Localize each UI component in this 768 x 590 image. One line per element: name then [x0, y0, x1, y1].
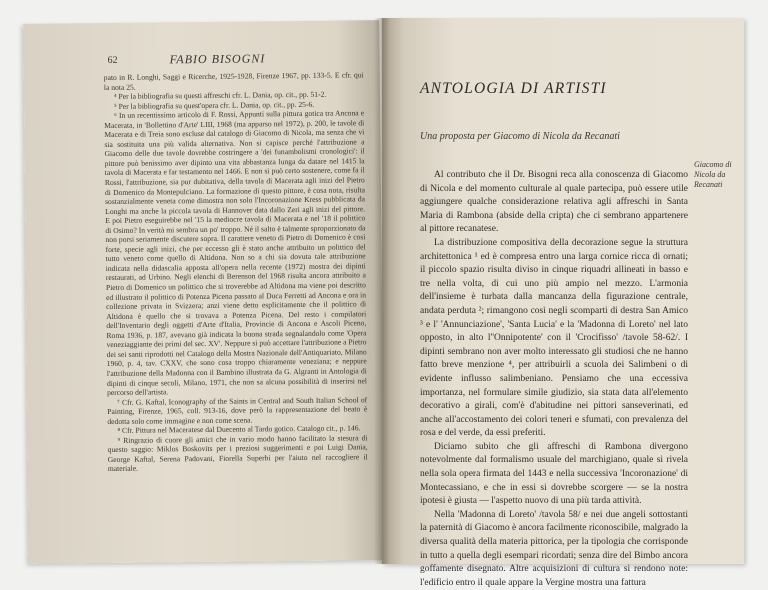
body-paragraph: Al contributo che il Dr. Bisogni reca alla conoscenza di Giacomo di Nicola e del momento culturale al quale partecipa, può essere utile aggiungere qualche considerazione relativa agli affreschi in Santa Maria di Rambona (abside della cripta) che ci sembrano appartenere al pittore recanatese. — [420, 170, 688, 235]
body-paragraph: Nella 'Madonna di Loreto' /tavola 58/ e nei due angeli sottostanti la paternità di Giacomo è ancora facilmente riconoscibile, malgrado la diversa qualità della materia pittorica, per la tipologia che corrisponde in tutto a quella degli esempari ricordati; senza dire del Bimbo ancora goffamente disegnato. Altre acquisizioni di cultura si rendono note: l'edificio entro il quale appare la Vergine mostra una fattura — [420, 509, 688, 588]
left-page-header — [24, 52, 380, 70]
footnote-paragraph: ⁴ Per la bibliografia su questi affreschi cfr. L. Dania, op. cit., pp. 51-2. — [113, 89, 327, 102]
footnote-paragraph: ⁹ Ringrazio di cuore gli amici che in vario modo hanno facilitato la stesura di questo saggio: Miklos Boskovits per i preziosi suggerimenti e poi Luigi Dania, George Kaftal, Serena Padovani, Fiorella Superbi per l'aiuto nel raccogliere il materiale. — [107, 433, 368, 474]
left-page — [23, 20, 385, 564]
article-subtitle: Una proposta per Giacomo di Nicola da Recanati — [420, 131, 620, 142]
footnotes-text — [104, 70, 368, 474]
running-head: FABIO BISOGNI — [169, 51, 266, 67]
footnote-paragraph: ⁵ Per la bibliografia su quest'opera cfr. L. Dania, op. cit., pp. 25-6. — [114, 99, 315, 111]
section-title: ANTOLOGIA DI ARTISTI — [420, 80, 607, 97]
body-text — [420, 169, 688, 590]
footnote-paragraph: pato in R. Longhi, Saggi e Ricerche, 1925-1928, Firenze 1967, pp. 133-5. E cfr. qui la nota 25. — [103, 70, 364, 92]
page-number: 62 — [107, 54, 118, 66]
margin-note: Giacomo di Nicola da Recanati — [694, 160, 732, 189]
footnote-paragraph: ⁶ In un recentissimo articolo di F. Rossi, Appunti sulla pittura gotica tra Ancona e Macerata, in 'Bollettino d'Arte' LIII, 1968 (ma apparso nel 1972), p. 200, le tavole di Macerata e di Treia sono escluse dal catalogo di Giacomo di Nicola, ma senza che vi sia sostituita una più valida alternativa. Non si capisce perché l'attribuzione a Giacomo delle due tavole dovrebbe costringere a 'dei funambolismi cronologici': il pittore può benissimo aver dipinto una vita abbastanza lunga da datare nel 1415 la tavola di Macerata e far testamento nel 1466. E non si può certo sostenere, come fa il Rossi, l'attribuzione, sia pur dubitativa, della tavola di Macerata agli inizi del Pietro di Domenico da Montepulciano. La formazione di questo pittore, è cosa nota, risulta sostanzialmente veneta come dimostra non solo l'Incoronazione Kress pubblicata da Longhi ma anche la piccola tavola di Hannover data dallo Zeri agli inizi del pittore. E poi Pietro eseguirebbe nel '15 la mediocre tavola di Macerata e nel '18 il polittico di Osimo? In verità mi sembra un po' troppo. Né il salto è talmente sproporzionato da non porsi seriamente discutere sopra. Il carattere veneto di Pietro di Domenico è così forte, specie agli inizi, che per eccesso gli è stato anche attribuito un polittico del tutto veneto come quello di Altidona. Non so a chi sia dovuta tale attribuzione indicata nella didascalia apposta all'opera nella recente (1972) mostra dei dipinti restaurati, ad Urbino. Negli elenchi di Berenson del 1968 risulta ancora attribuito a Pietro di Domenico un polittico che si troverebbe ad Altidona ma viene poi descritto ed illustrato il polittico di Potenza Picena passato al Duca Ferretti ad Ancona e ora in collezione privata in Svizzera; anzi viene detto esplicitamente che il polittico di Altidona è quello che si trovava a Potenza Picena. Del resto i compilatori dell'Inventario degli oggetti d'Arte d'Italia, Provincie di Ancona e Ascoli Piceno, Roma 1936, p. 187, avevano già indicata la buona strada segnalandolo come 'Opera veneziaggiante dei primi del sec. XV'. Neppure si può accettare l'attribuzione a Pietro dei sei santi riprodotti nel Catalogo della Mostra Nazionale dell'Antiquariato, Milano 1960, p. 4, tav. CXXV, che sono cosa troppo chiaramente veneziana; e neppure l'attribuzione della Madonna con il Bambino illustrata da G. Algranti in Antologia di dipinti di cinque secoli, Milano, 1971, che non sa alcuna possibilità di inserirsi nel percorso dell'artista. — [104, 108, 367, 398]
footnote-paragraph: ⁸ Cfr. Pittura nel Maceratese dal Duecento al Tardo gotico. Catalogo cit., p. 146. — [117, 423, 361, 436]
body-paragraph: Diciamo subito che gli affreschi di Rambona divergono notevolmente dal formalismo usuale del marchigiano, quale si rivela nella sola opera firmata del 1443 e nella successiva 'Incoronazione' di Montecassiano, e che in essi si dovrebbe scorgere — se la nostra ipotesi è giusta — l'aspetto nuovo di una più tarda attività. — [420, 441, 688, 507]
right-page — [382, 18, 744, 588]
footnote-paragraph: ⁷ Cfr. G. Kaftal, Iconography of the Saints in Central and South Italian School of Painting, Firenze, 1965, coll. 913-16, dove però la rappresentazione del beato è dedotta solo come immagine e non come scena. — [107, 394, 368, 426]
book-gutter — [374, 18, 390, 564]
body-paragraph: La distribuzione compositiva della decorazione segue la struttura architettonica ¹ ed è compresa entro una larga cornice ricca di ornati; il piccolo spazio risulta diviso in cinque riquadri allineati in basso e tre nella volta, di cui uno più ampio nel mezzo. L'armonia dell'insieme è turbata dalla mancanza della figurazione centrale, andata perduta ²; rimangono così negli scomparti di destra San Amico ³ e l' 'Annunciazione', 'Santa Lucia' e la 'Madonna di Loreto' nel lato opposto, in alto l''Onnipotente' con il 'Crocifisso' /tavole 58-62/. I dipinti sembrano non aver molto interessato gli studiosi che ne hanno fatto breve menzione ⁴, per attribuirli a scuola dei Salimbeni o di evidente influsso salimbeniano. Pensiamo che una eccessiva importanza, nel formulare simile giudizio, sia stata data all'elemento decorativo a girali, com'è d'abitudine nei pittori sanseverinati, ed anche all'accostamento dei colori teneri e sfumati, con prevalenza del rosa e del verde, da essi preferiti. — [420, 237, 688, 439]
